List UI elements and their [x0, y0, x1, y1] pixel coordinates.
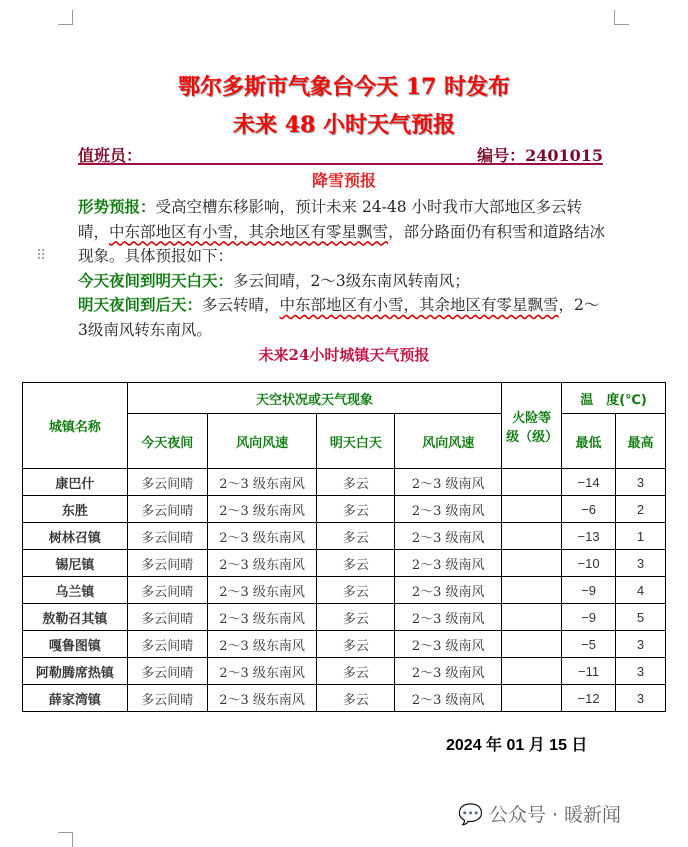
- tonight-text: 多云间晴，2～3级东南风转南风；: [233, 271, 470, 290]
- watermark-text: 公众号 · 暖新闻: [488, 804, 622, 826]
- cell-wind2: 2～3 级南风: [395, 604, 502, 631]
- table-row: [23, 469, 666, 496]
- cell-day: 多云: [317, 550, 395, 577]
- cell-fire: [502, 496, 562, 523]
- drag-handle-icon[interactable]: ⠿: [36, 248, 47, 264]
- table-row: [23, 577, 666, 604]
- cell-min: −9: [562, 577, 616, 604]
- serial-number: 编号：2401015: [477, 146, 603, 165]
- title-line2: 未来 48 小时天气预报: [233, 112, 455, 138]
- tomorrow-label: 明天夜间到后天：: [78, 295, 203, 314]
- cell-min: −10: [562, 550, 616, 577]
- cell-max: 3: [616, 469, 666, 496]
- issue-date: 2024 年 01 月 15 日: [446, 737, 588, 754]
- cell-city: 东胜: [23, 496, 128, 523]
- table-row: [23, 496, 666, 523]
- table-row: [23, 631, 666, 658]
- cell-wind1: 2～3 级东南风: [207, 685, 317, 712]
- town-forecast-table: [22, 382, 666, 712]
- cell-city: 乌兰镇: [23, 577, 128, 604]
- cell-min: −5: [562, 631, 616, 658]
- cell-city: 嘎鲁图镇: [23, 631, 128, 658]
- cell-wind2: 2～3 级南风: [395, 685, 502, 712]
- tomorrow-text: 多云转晴，: [202, 296, 280, 314]
- cell-wind1: 2～3 级东南风: [207, 577, 317, 604]
- cell-wind1: 2～3 级东南风: [207, 496, 317, 523]
- situation-text: 受高空槽东移影响，预计未来 24-48 小时我市大部地区多云转晴，: [78, 198, 583, 241]
- cell-fire: [502, 469, 562, 496]
- cell-max: 3: [616, 550, 666, 577]
- header-max: 最高: [616, 414, 666, 469]
- cell-min: −6: [562, 496, 616, 523]
- cell-day: 多云: [317, 496, 395, 523]
- header-day: 明天白天: [317, 414, 395, 469]
- cell-wind1: 2～3 级东南风: [207, 523, 317, 550]
- cell-city: 薛家湾镇: [23, 685, 128, 712]
- cell-fire: [502, 604, 562, 631]
- cell-night: 多云间晴: [127, 577, 207, 604]
- cell-max: 2: [616, 496, 666, 523]
- cell-min: −9: [562, 604, 616, 631]
- situation-text-end: ，部分路面仍有积雪和道路结冰现象。具体预报如下：: [78, 222, 606, 265]
- cell-night: 多云间晴: [127, 469, 207, 496]
- cell-min: −12: [562, 685, 616, 712]
- table-row: [23, 658, 666, 685]
- cell-wind2: 2～3 级南风: [395, 523, 502, 550]
- header-tonight: 今天夜间: [127, 414, 207, 469]
- header-temp: 温 度(℃): [562, 383, 666, 414]
- cell-night: 多云间晴: [127, 658, 207, 685]
- cell-fire: [502, 550, 562, 577]
- cell-fire: [502, 685, 562, 712]
- watermark: [458, 800, 621, 827]
- cell-city: 阿勒腾席热镇: [23, 658, 128, 685]
- table-row: [23, 685, 666, 712]
- situation-underlined: 中东部地区有小雪，其余地区有零星飘雪: [109, 222, 389, 241]
- cell-day: 多云: [317, 685, 395, 712]
- wechat-icon: 💬: [458, 801, 483, 826]
- cell-wind2: 2～3 级南风: [395, 631, 502, 658]
- cell-wind2: 2～3 级南风: [395, 577, 502, 604]
- cell-fire: [502, 523, 562, 550]
- cell-fire: [502, 631, 562, 658]
- cell-wind1: 2～3 级东南风: [207, 469, 317, 496]
- cell-night: 多云间晴: [127, 523, 207, 550]
- cell-max: 4: [616, 577, 666, 604]
- cell-city: 康巴什: [23, 469, 128, 496]
- table-title: 未来24小时城镇天气预报: [258, 346, 430, 364]
- cell-max: 3: [616, 685, 666, 712]
- cell-min: −13: [562, 523, 616, 550]
- cell-city: 敖勒召其镇: [23, 604, 128, 631]
- tomorrow-text-end: ，2～3级南风转东南风。: [78, 296, 600, 339]
- cell-fire: [502, 658, 562, 685]
- cell-max: 5: [616, 604, 666, 631]
- cell-min: −14: [562, 469, 616, 496]
- cell-max: 3: [616, 658, 666, 685]
- cell-min: −11: [562, 658, 616, 685]
- header-sky: 天空状况或天气现象: [127, 383, 501, 414]
- cell-night: 多云间晴: [127, 685, 207, 712]
- forecast-text: [78, 195, 608, 342]
- table-row: [23, 604, 666, 631]
- header-min: 最低: [562, 414, 616, 469]
- cell-wind2: 2～3 级南风: [395, 658, 502, 685]
- cell-day: 多云: [317, 577, 395, 604]
- cell-night: 多云间晴: [127, 550, 207, 577]
- cell-night: 多云间晴: [127, 631, 207, 658]
- cell-day: 多云: [317, 469, 395, 496]
- page-corner-mark: [614, 10, 629, 25]
- situation-label: 形势预报：: [78, 197, 156, 216]
- cell-day: 多云: [317, 658, 395, 685]
- cell-wind1: 2～3 级东南风: [207, 550, 317, 577]
- cell-max: 3: [616, 631, 666, 658]
- cell-wind1: 2～3 级东南风: [207, 631, 317, 658]
- page-corner-mark: [58, 832, 73, 847]
- cell-night: 多云间晴: [127, 604, 207, 631]
- page-corner-mark: [58, 10, 73, 25]
- header-wind2: 风向风速: [395, 414, 502, 469]
- header-city: 城镇名称: [23, 383, 128, 469]
- duty-line: [78, 143, 603, 165]
- title-line1: 鄂尔多斯市气象台今天 17 时发布: [178, 74, 510, 100]
- cell-day: 多云: [317, 523, 395, 550]
- cell-wind1: 2～3 级东南风: [207, 604, 317, 631]
- cell-city: 树林召镇: [23, 523, 128, 550]
- cell-max: 1: [616, 523, 666, 550]
- table-row: [23, 523, 666, 550]
- cell-fire: [502, 577, 562, 604]
- tonight-label: 今天夜间到明天白天：: [78, 270, 234, 290]
- cell-wind2: 2～3 级南风: [395, 496, 502, 523]
- cell-city: 锡尼镇: [23, 550, 128, 577]
- tomorrow-underlined: 中东部地区有小雪，其余地区有零星飘雪: [279, 296, 559, 314]
- header-fire: 火险等级（级）: [502, 383, 562, 469]
- duty-label: 值班员：: [78, 146, 143, 165]
- cell-wind1: 2～3 级东南风: [207, 658, 317, 685]
- cell-night: 多云间晴: [127, 496, 207, 523]
- cell-wind2: 2～3 级南风: [395, 550, 502, 577]
- table-row: [23, 550, 666, 577]
- cell-day: 多云: [317, 604, 395, 631]
- header-wind1: 风向风速: [207, 414, 317, 469]
- subtitle: 降雪预报: [311, 171, 376, 190]
- cell-day: 多云: [317, 631, 395, 658]
- cell-wind2: 2～3 级南风: [395, 469, 502, 496]
